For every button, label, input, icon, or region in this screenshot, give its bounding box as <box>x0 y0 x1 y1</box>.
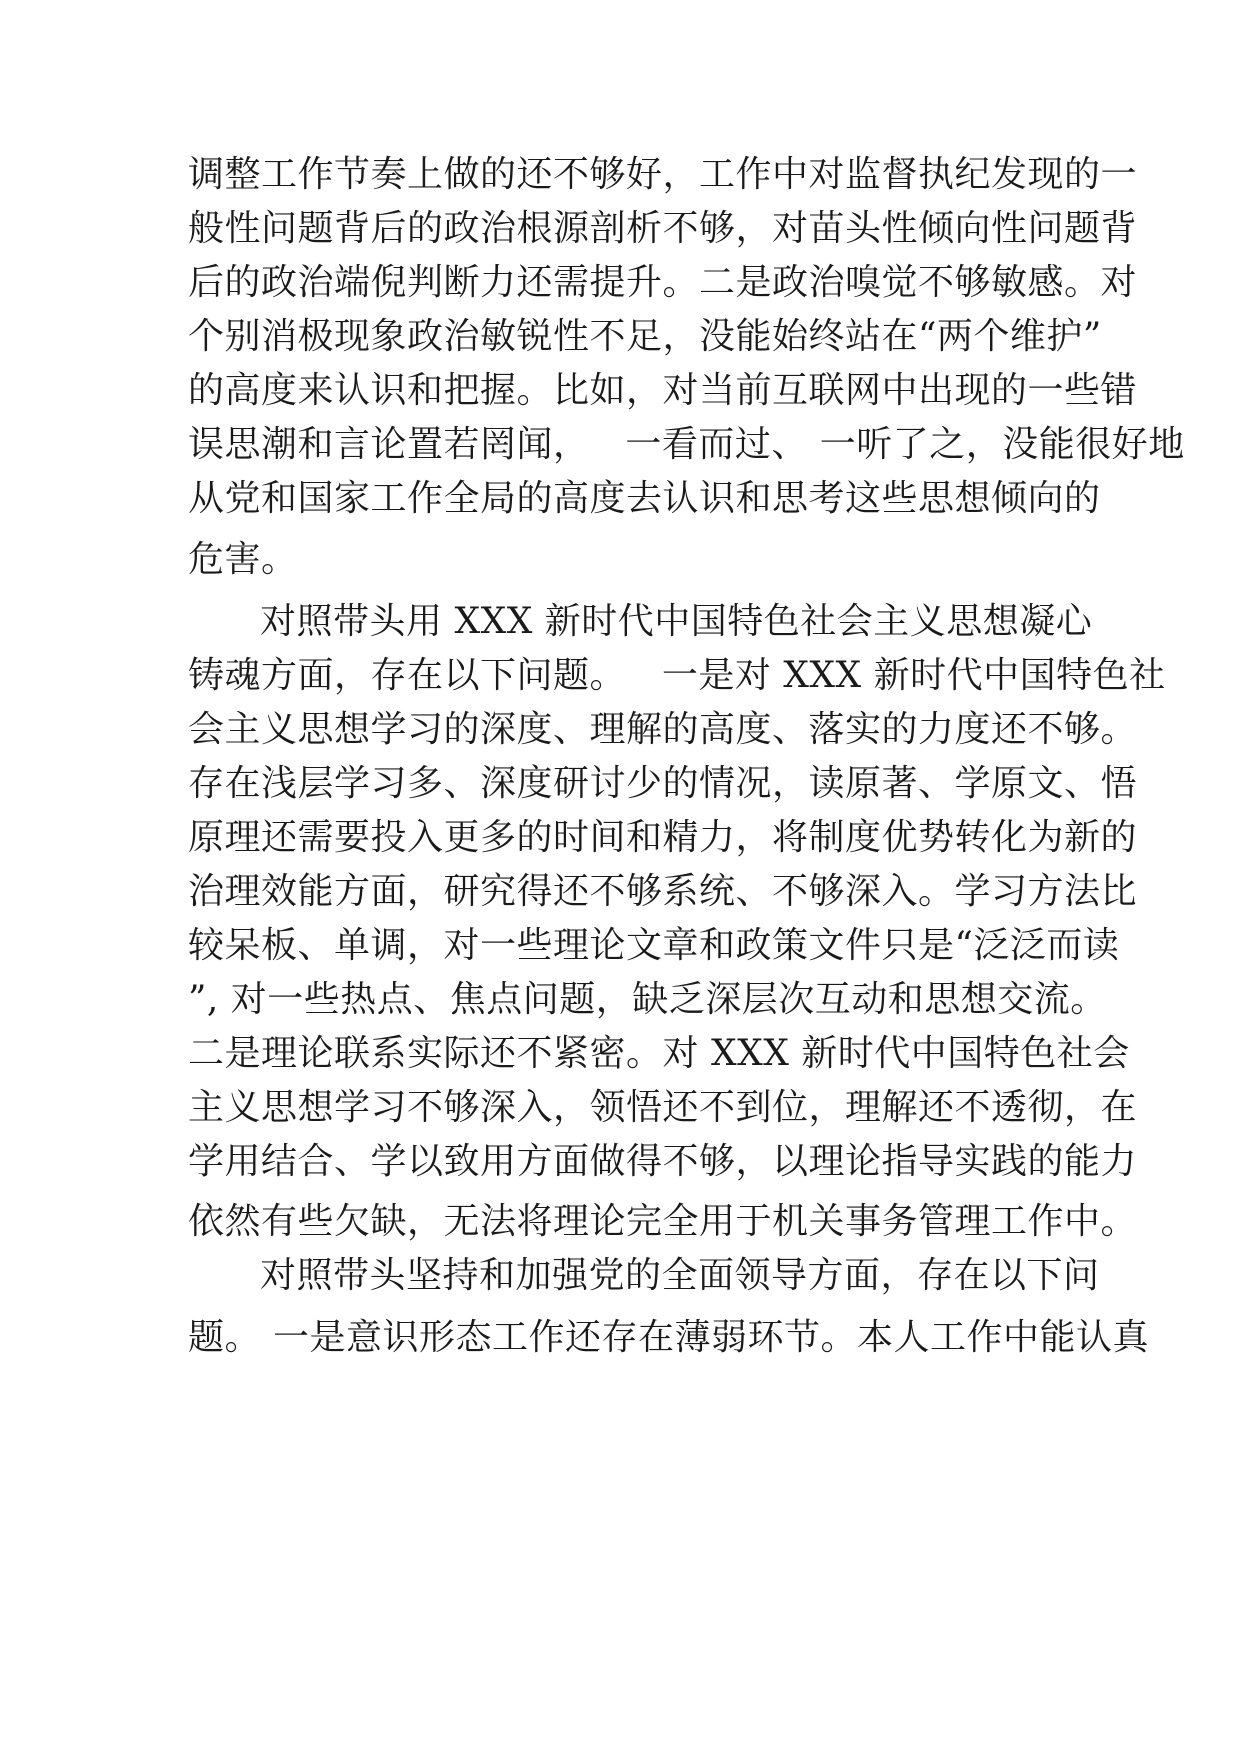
paragraph-first-line: 对照带头用 XXX 新时代中国特色社会主义思想凝心 <box>260 601 1093 642</box>
text-line: 原理还需要投入更多的时间和精力，将制度优势转化为新的 <box>188 817 1138 858</box>
text-line: 后的政治端倪判断力还需提升。二是政治嗅觉不够敏感。对 <box>188 262 1138 303</box>
text-line: 误思潮和言论置若罔闻， 一看而过、 一听了之，没能很好地 <box>188 424 1185 465</box>
text-line: 题。 一是意识形态工作还存在薄弱环节。本人工作中能认真 <box>188 1317 1149 1358</box>
text-line: 二是理论联系实际还不紧密。对 XXX 新时代中国特色社会 <box>188 1033 1130 1074</box>
text-line: ”, 对一些热点、焦点问题，缺乏深层次互动和思想交流。 <box>188 979 1107 1020</box>
text-line: 的高度来认识和把握。比如，对当前互联网中出现的一些错 <box>188 370 1138 411</box>
text-line: 依然有些欠缺，无法将理论完全用于机关事务管理工作中。 <box>188 1201 1138 1242</box>
text-line: 较呆板、单调，对一些理论文章和政策文件只是“泛泛而读 <box>188 925 1120 966</box>
text-line: 从党和国家工作全局的高度去认识和思考这些思想倾向的 <box>188 478 1101 519</box>
paragraph-first-line: 对照带头坚持和加强党的全面领导方面，存在以下问 <box>260 1255 1100 1296</box>
text-line: 治理效能方面，研究得还不够系统、不够深入。学习方法比 <box>188 871 1138 912</box>
text-line: 个别消极现象政治敏锐性不足，没能始终站在“两个维护” <box>188 316 1102 357</box>
text-line: 存在浅层学习多、深度研讨少的情况，读原著、学原文、悟 <box>188 763 1138 804</box>
text-line: 调整工作节奏上做的还不够好，工作中对监督执纪发现的一 <box>188 154 1138 195</box>
text-line: 危害。 <box>188 539 298 580</box>
text-line: 般性问题背后的政治根源剖析不够，对苗头性倾向性问题背 <box>188 208 1138 249</box>
text-line: 主义思想学习不够深入，领悟还不到位，理解还不透彻，在 <box>188 1087 1138 1128</box>
text-line: 铸魂方面，存在以下问题。 一是对 XXX 新时代中国特色社 <box>188 655 1166 696</box>
text-line: 学用结合、学以致用方面做得不够，以理论指导实践的能力 <box>188 1141 1138 1182</box>
text-line: 会主义思想学习的深度、理解的高度、落实的力度还不够。 <box>188 709 1138 750</box>
